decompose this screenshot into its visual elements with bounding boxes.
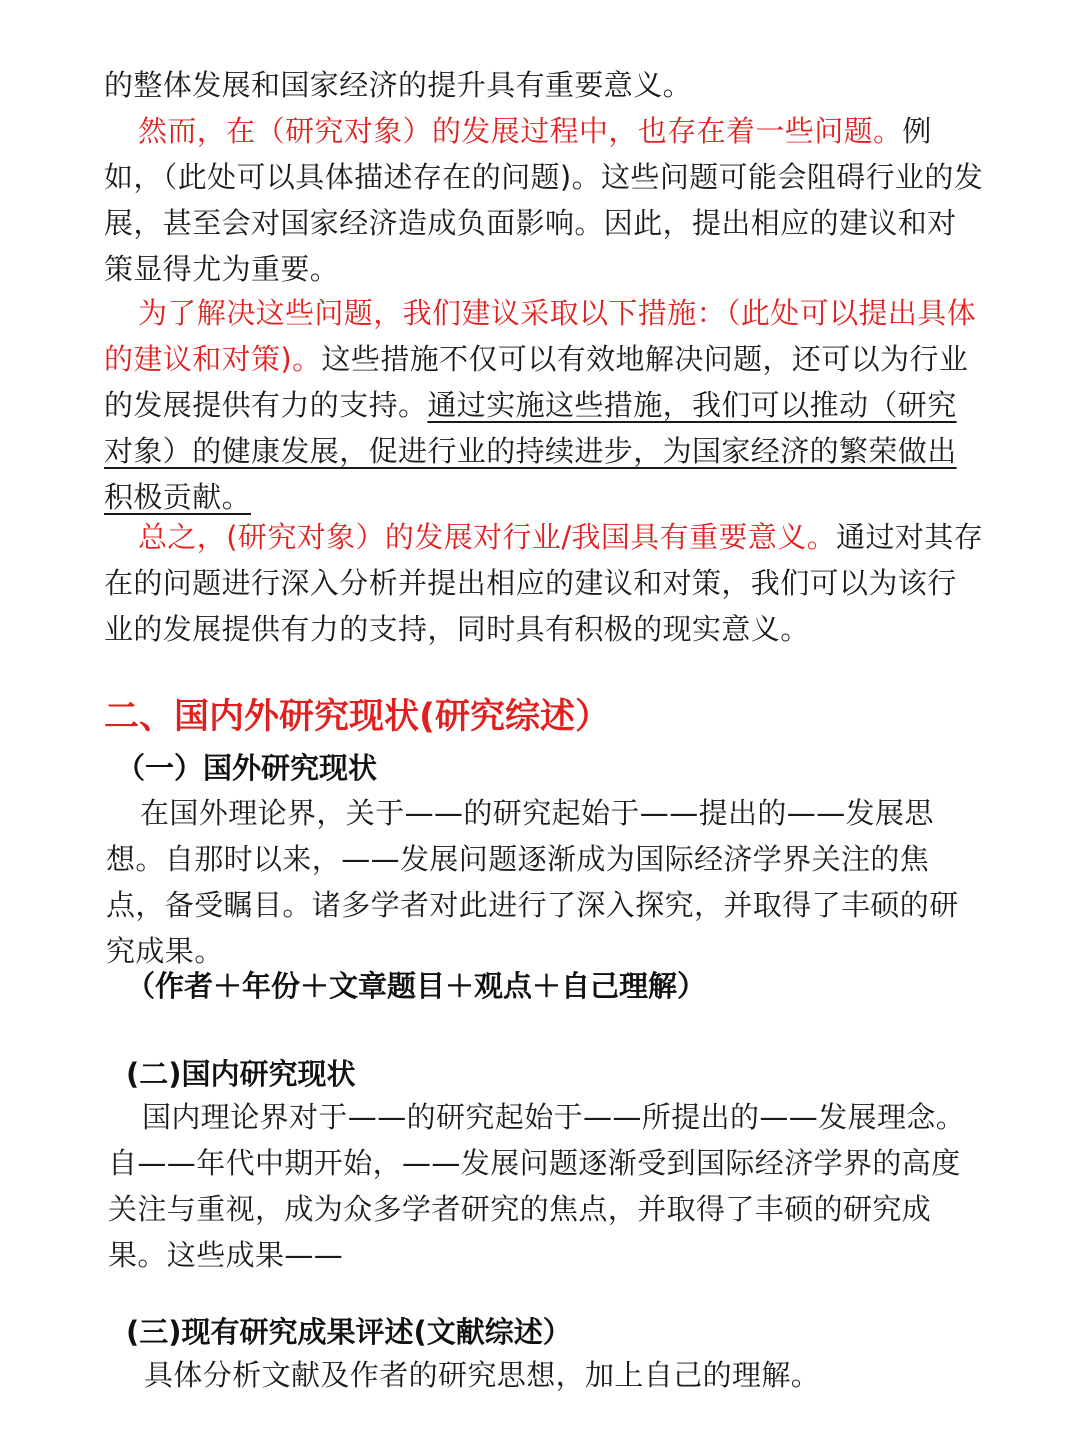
paragraph-conclusion xyxy=(104,514,984,652)
underlined-measures-outcome: 通过实施这些措施，我们可以推动（研究对象）的健康发展，促进行业的持续进步，为国家经济的繁荣做出积极贡献。 xyxy=(104,388,957,514)
paragraph-domestic-research xyxy=(108,1094,980,1278)
paragraph-intro-end xyxy=(104,62,984,108)
paragraph-problems xyxy=(104,108,984,292)
highlight-problems: 然而，在（研究对象）的发展过程中，也存在着一些问题。 xyxy=(138,114,903,148)
paragraph-review xyxy=(110,1352,980,1398)
subheading-foreign: （一）国外研究现状 xyxy=(116,751,378,785)
paragraph-foreign-research xyxy=(106,790,980,974)
citation-format-note: （作者＋年份＋文章题目＋观点＋自己理解） xyxy=(126,969,707,1003)
conclusion-text: 通过对其存在的问题进行深入分析并提出相应的建议和对策，我们可以为该行业的发展提供有力的支持，同时具有积极的现实意义。 xyxy=(104,520,984,646)
highlight-conclusion: 总之，(研究对象）的发展对行业/我国具有重要意义。 xyxy=(138,520,837,554)
foreign-research-text: 在国外理论界，关于——的研究起始于——提出的——发展思想。自那时以来，——发展问题逐渐成为国际经济学界关注的焦点，备受瞩目。诸多学者对此进行了深入探究，并取得了丰硕的研究成果。 xyxy=(106,796,959,968)
problems-text: 例如，（此处可以具体描述存在的问题)。这些问题可能会阻碍行业的发展，甚至会对国家经济造成负面影响。因此，提出相应的建议和对策显得尤为重要。 xyxy=(104,114,984,286)
paragraph-measures xyxy=(104,290,984,520)
subheading-review: (三)现有研究成果评述(文献综述） xyxy=(126,1315,572,1349)
highlight-measures: 为了解决这些问题，我们建议采取以下措施：（此处可以提出具体的建议和对策)。 xyxy=(104,296,977,376)
section-heading: 二、国内外研究现状(研究综述） xyxy=(104,697,610,737)
review-text: 具体分析文献及作者的研究思想，加上自己的理解。 xyxy=(144,1358,821,1392)
intro-text: 的整体发展和国家经济的提升具有重要意义。 xyxy=(104,68,693,102)
subheading-domestic: (二)国内研究现状 xyxy=(126,1057,356,1091)
measures-text: 这些措施不仅可以有效地解决问题，还可以为行业的发展提供有力的支持。 xyxy=(104,342,969,422)
domestic-research-text: 国内理论界对于——的研究起始于——所提出的——发展理念。自——年代中期开始，——发展问题逐渐受到国际经济学界的高度关注与重视，成为众多学者研究的焦点，并取得了丰硕的研究成果。这些成果—— xyxy=(108,1100,966,1272)
